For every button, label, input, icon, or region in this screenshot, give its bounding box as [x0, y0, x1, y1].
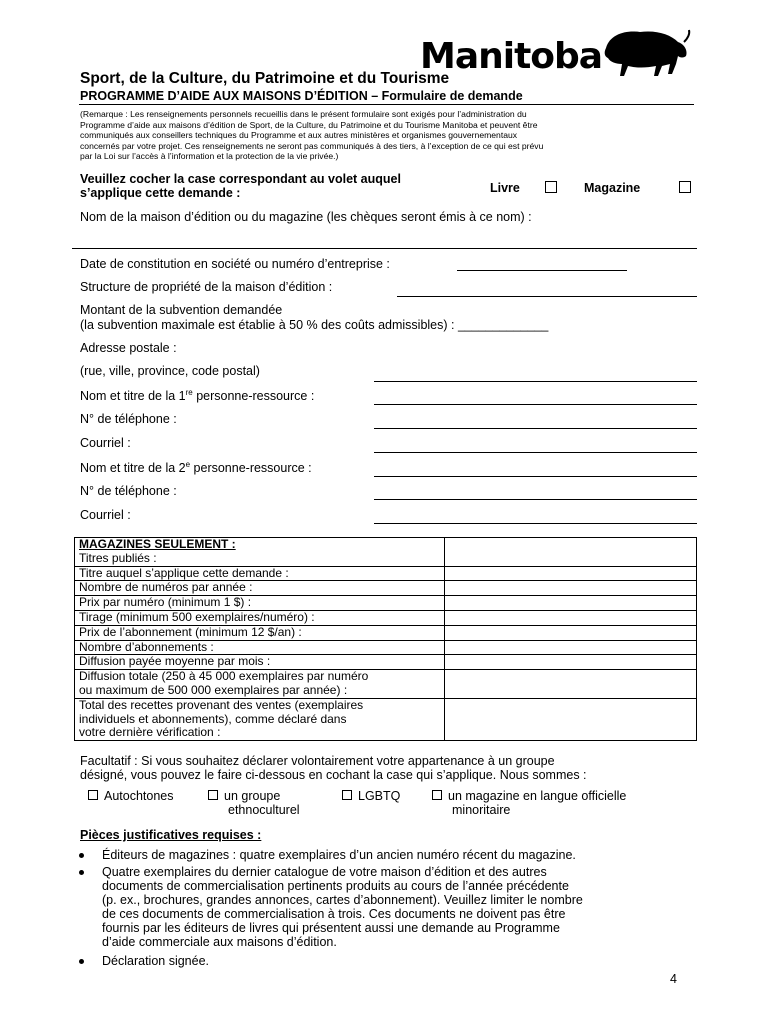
magazines-table	[74, 537, 697, 741]
table-row	[75, 581, 697, 596]
bullet-icon	[79, 853, 84, 858]
amount-label: Montant de la subvention demandée	[80, 303, 283, 317]
magazine-checkbox[interactable]	[679, 181, 691, 193]
contact1-label: Nom et titre de la 1re personne-ressource :	[80, 388, 315, 404]
notice-line: Programme d’aide aux maisons d’édition de Sport, de la Culture, du Patrimoine et du Tourisme Manitoba et peuvent être	[80, 119, 538, 130]
contact2-field[interactable]	[374, 476, 697, 477]
checkbox-icon[interactable]	[88, 790, 98, 800]
table-answer-cell[interactable]	[445, 566, 697, 581]
table-answer-cell[interactable]	[445, 538, 697, 567]
table-label: Nombre de numéros par année :	[75, 581, 445, 596]
manitoba-logo	[420, 28, 692, 84]
amount-field[interactable]: (la subvention maximale est établie à 50 % des coûts admissibles) : _____________	[80, 318, 549, 332]
documents-item: Quatre exemplaires du dernier catalogue de votre maison d’édition et des autres documents de commercialisation pertinents produits au cours de l’année précédente (p. ex., brochures, grandes annonces, cartes d’abonnement). Veuillez limiter le nombre de ces documents de commercialisation à trois. Ces documents ne doivent pas être fournis par les éditeurs de livres qui présentent aussi une demande au Programme d’aide commerciale aux maisons d’édition.	[102, 865, 583, 949]
contact2-label: Nom et titre de la 2e personne-ressource :	[80, 460, 312, 476]
table-answer-cell[interactable]	[445, 640, 697, 655]
table-answer-cell[interactable]	[445, 698, 697, 740]
phone2-label: N° de téléphone :	[80, 484, 177, 498]
table-label: Titre auquel s’applique cette demande :	[75, 566, 445, 581]
privacy-notice	[80, 109, 695, 162]
option-minority-language[interactable]: un magazine en langue officielle minoritaire	[432, 789, 626, 817]
section-question-line: s’applique cette demande :	[80, 186, 241, 200]
option-indigenous[interactable]: Autochtones	[88, 789, 174, 803]
table-row	[75, 566, 697, 581]
email1-field[interactable]	[374, 452, 697, 453]
phone1-field[interactable]	[374, 428, 697, 429]
table-label: Total des recettes provenant des ventes (exemplaires individuels et abonnements), comme déclaré dans votre dernière vérification :	[75, 698, 445, 740]
logo-wordmark: Manitoba	[420, 36, 603, 77]
phone1-label: N° de téléphone :	[80, 412, 177, 426]
table-row	[75, 596, 697, 611]
incorporation-field[interactable]	[457, 270, 627, 271]
table-answer-cell[interactable]	[445, 610, 697, 625]
table-answer-cell[interactable]	[445, 655, 697, 670]
option-ethnocultural[interactable]: un groupe ethnoculturel	[208, 789, 300, 817]
department-title: Sport, de la Culture, du Patrimoine et du Tourisme	[80, 70, 450, 87]
address-label: Adresse postale :	[80, 341, 177, 355]
table-label: Prix de l’abonnement (minimum 12 $/an) :	[75, 625, 445, 640]
optional-text	[80, 754, 700, 782]
bullet-icon	[79, 959, 84, 964]
option-lgbtq[interactable]: LGBTQ	[342, 789, 400, 803]
publisher-name-label: Nom de la maison d’édition ou du magazine (les chèques seront émis à ce nom) :	[80, 210, 532, 224]
table-answer-cell[interactable]	[445, 581, 697, 596]
email1-label: Courriel :	[80, 436, 131, 450]
table-row	[75, 698, 697, 740]
book-checkbox[interactable]	[545, 181, 557, 193]
table-row	[75, 640, 697, 655]
table-row	[75, 610, 697, 625]
address-hint: (rue, ville, province, code postal)	[80, 364, 260, 378]
optional-line: désigné, vous pouvez le faire ci-dessous en cochant la case qui s’applique. Nous sommes :	[80, 768, 587, 782]
ownership-field[interactable]	[397, 296, 697, 297]
publisher-name-field[interactable]	[72, 248, 697, 249]
checkbox-icon[interactable]	[342, 790, 352, 800]
notice-line: communiqués aux conseillers techniques du Programme et aux autres ministères et organismes gouvernementaux	[80, 130, 518, 141]
table-row	[75, 538, 697, 567]
program-title: PROGRAMME D’AIDE AUX MAISONS D’ÉDITION – Formulaire de demande	[80, 89, 523, 103]
table-row	[75, 625, 697, 640]
header-divider	[79, 104, 694, 105]
incorporation-label: Date de constitution en société ou numéro d’entreprise :	[80, 257, 390, 271]
table-row	[75, 655, 697, 670]
section-question	[80, 172, 480, 200]
table-answer-cell[interactable]	[445, 625, 697, 640]
email2-field[interactable]	[374, 523, 697, 524]
documents-heading: Pièces justificatives requises :	[80, 828, 262, 842]
option-book-label: Livre	[490, 181, 520, 195]
documents-item: Déclaration signée.	[102, 954, 210, 968]
table-label: Diffusion totale (250 à 45 000 exemplaires par numéro ou maximum de 500 000 exemplaires par année) :	[75, 670, 445, 699]
phone2-field[interactable]	[374, 499, 697, 500]
documents-item: Éditeurs de magazines : quatre exemplaires d’un ancien numéro récent du magazine.	[102, 848, 576, 862]
optional-line: Facultatif : Si vous souhaitez déclarer volontairement votre appartenance à un groupe	[80, 754, 555, 768]
bullet-icon	[79, 870, 84, 875]
page-number: 4	[670, 972, 677, 986]
email2-label: Courriel :	[80, 508, 131, 522]
table-heading: MAGAZINES SEULEMENT : Titres publiés :	[75, 538, 445, 567]
table-answer-cell[interactable]	[445, 596, 697, 611]
checkbox-icon[interactable]	[208, 790, 218, 800]
notice-line: concernés par votre projet. Ces renseignements ne seront pas communiqués à des tiers, à l’exception de ce qui est prévu	[80, 140, 544, 151]
address-field[interactable]	[374, 381, 697, 382]
table-label: Nombre d’abonnements :	[75, 640, 445, 655]
table-answer-cell[interactable]	[445, 670, 697, 699]
table-label: Diffusion payée moyenne par mois :	[75, 655, 445, 670]
checkbox-icon[interactable]	[432, 790, 442, 800]
notice-line: (Remarque : Les renseignements personnels recueillis dans le présent formulaire sont exigés pour l’administration du	[80, 109, 527, 119]
table-row	[75, 670, 697, 699]
bison-icon	[600, 28, 692, 80]
table-label: Prix par numéro (minimum 1 $) :	[75, 596, 445, 611]
table-label: Tirage (minimum 500 exemplaires/numéro) :	[75, 610, 445, 625]
ownership-label: Structure de propriété de la maison d’édition :	[80, 280, 333, 294]
notice-line: par la Loi sur l’accès à l’information et la protection de la vie privée.)	[80, 151, 339, 162]
contact1-field[interactable]	[374, 404, 697, 405]
option-magazine-label: Magazine	[584, 181, 641, 195]
section-question-line: Veuillez cocher la case correspondant au volet auquel	[80, 172, 401, 186]
